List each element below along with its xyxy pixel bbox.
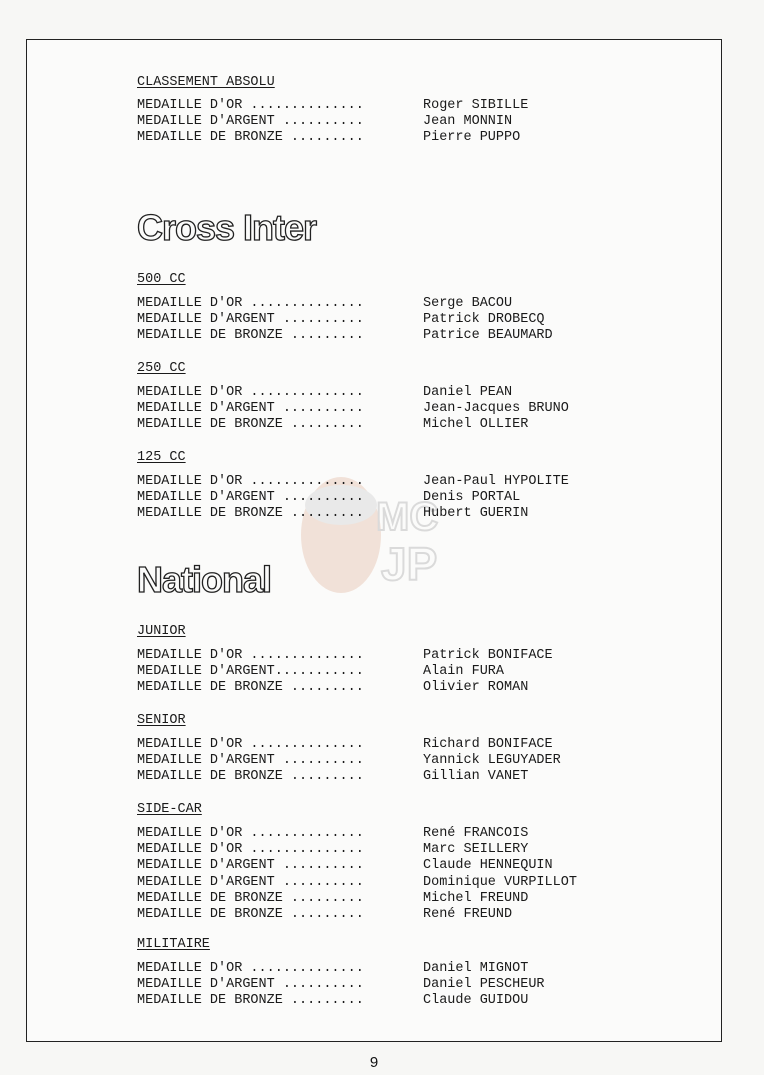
result-row [137, 753, 637, 769]
result-row [137, 417, 637, 433]
winner-name: Daniel PESCHEUR [423, 977, 545, 993]
winner-name: Olivier ROMAN [423, 680, 529, 696]
section-rows [137, 648, 637, 697]
winner-name: Daniel MIGNOT [423, 961, 529, 976]
winner-name: Gillian VANET [423, 769, 529, 785]
result-row [137, 401, 637, 417]
result-row [137, 114, 637, 130]
section-title: MILITAIRE [137, 937, 210, 952]
result-row [137, 826, 637, 842]
result-row [137, 977, 637, 993]
section-title: 125 CC [137, 450, 186, 465]
section-rows [137, 296, 637, 345]
medal-label: MEDAILLE D'OR .............. [137, 826, 364, 841]
result-row [137, 961, 637, 977]
medal-label: MEDAILLE D'ARGENT .......... [137, 858, 364, 874]
result-row [137, 842, 637, 858]
result-row [137, 664, 637, 680]
medal-label: MEDAILLE DE BRONZE ......... [137, 680, 364, 696]
result-row [137, 769, 637, 785]
medal-label: MEDAILLE D'OR .............. [137, 737, 364, 752]
winner-name: Hubert GUERIN [423, 506, 529, 522]
medal-label: MEDAILLE D'OR .............. [137, 648, 364, 663]
winner-name: Alain FURA [423, 664, 505, 680]
medal-label: MEDAILLE D'OR .............. [137, 842, 364, 858]
medal-label: MEDAILLE D'ARGENT........... [137, 664, 364, 680]
medal-label: MEDAILLE DE BRONZE ......... [137, 506, 364, 522]
result-row [137, 506, 637, 522]
medal-label: MEDAILLE D'OR .............. [137, 474, 364, 489]
section-title: 250 CC [137, 361, 186, 376]
result-row [137, 993, 637, 1009]
section-rows [137, 737, 637, 786]
winner-name: Richard BONIFACE [423, 737, 553, 752]
medal-label: MEDAILLE DE BRONZE ......... [137, 328, 364, 344]
page-number: 9 [369, 1054, 379, 1071]
result-row [137, 312, 637, 328]
winner-name: Claude GUIDOU [423, 993, 529, 1009]
result-row [137, 648, 637, 664]
result-row [137, 680, 637, 696]
medal-label: MEDAILLE D'ARGENT .......... [137, 753, 364, 769]
section-title: SENIOR [137, 713, 186, 728]
winner-name: Michel FREUND [423, 890, 529, 906]
winner-name: René FREUND [423, 906, 513, 922]
medal-label: MEDAILLE D'ARGENT .......... [137, 312, 364, 328]
result-row [137, 328, 637, 344]
result-row [137, 385, 637, 401]
winner-name: Denis PORTAL [423, 490, 521, 506]
winner-name: Dominique VURPILLOT [423, 874, 577, 890]
section-title: 500 CC [137, 272, 186, 287]
winner-name: Patrice BEAUMARD [423, 328, 553, 344]
winner-name: Jean-Paul HYPOLITE [423, 474, 569, 489]
heading-cross-inter: Cross Inter [137, 207, 317, 248]
medal-label: MEDAILLE D'ARGENT .......... [137, 401, 364, 417]
medal-label: MEDAILLE DE BRONZE ......... [137, 993, 364, 1009]
result-row [137, 474, 637, 490]
medal-label: MEDAILLE DE BRONZE ......... [137, 769, 364, 785]
section-rows [137, 474, 637, 523]
winner-name: René FRANCOIS [423, 826, 529, 841]
heading-national: National [137, 559, 272, 600]
medal-label: MEDAILLE DE BRONZE ......... [137, 906, 364, 922]
medal-label: MEDAILLE D'ARGENT .......... [137, 874, 364, 890]
svg-text:MC: MC [376, 495, 439, 539]
winner-name: Roger SIBILLE [423, 98, 529, 113]
winner-name: Jean MONNIN [423, 114, 513, 130]
medal-label: MEDAILLE DE BRONZE ......... [137, 130, 364, 146]
medal-label: MEDAILLE DE BRONZE ......... [137, 417, 364, 433]
winner-name: Michel OLLIER [423, 417, 529, 433]
medal-label: MEDAILLE D'OR .............. [137, 98, 364, 113]
winner-name: Daniel PEAN [423, 385, 513, 400]
result-row [137, 98, 637, 114]
section-rows [137, 385, 637, 434]
section-rows [137, 98, 637, 147]
medal-label: MEDAILLE D'ARGENT .......... [137, 490, 364, 506]
medal-label: MEDAILLE D'OR .............. [137, 385, 364, 400]
section-title: JUNIOR [137, 624, 186, 639]
medal-label: MEDAILLE DE BRONZE ......... [137, 890, 364, 906]
winner-name: Pierre PUPPO [423, 130, 521, 146]
result-row [137, 858, 637, 874]
section-title: SIDE-CAR [137, 802, 202, 817]
medal-label: MEDAILLE D'ARGENT .......... [137, 977, 364, 993]
section-rows [137, 961, 637, 1010]
winner-name: Jean-Jacques BRUNO [423, 401, 569, 417]
winner-name: Patrick BONIFACE [423, 648, 553, 663]
medal-label: MEDAILLE D'OR .............. [137, 961, 364, 976]
result-row [137, 891, 637, 907]
result-row [137, 875, 637, 891]
svg-text:JP: JP [381, 538, 438, 590]
winner-name: Yannick LEGUYADER [423, 753, 561, 769]
result-row [137, 490, 637, 506]
result-row [137, 296, 637, 312]
medal-label: MEDAILLE D'OR .............. [137, 296, 364, 311]
result-row [137, 130, 637, 146]
result-row [137, 737, 637, 753]
section-title: CLASSEMENT ABSOLU [137, 75, 275, 90]
medal-label: MEDAILLE D'ARGENT .......... [137, 114, 364, 130]
winner-name: Patrick DROBECQ [423, 312, 545, 328]
winner-name: Serge BACOU [423, 296, 513, 311]
section-rows [137, 826, 637, 923]
result-row [137, 907, 637, 923]
winner-name: Claude HENNEQUIN [423, 858, 553, 874]
winner-name: Marc SEILLERY [423, 842, 529, 858]
